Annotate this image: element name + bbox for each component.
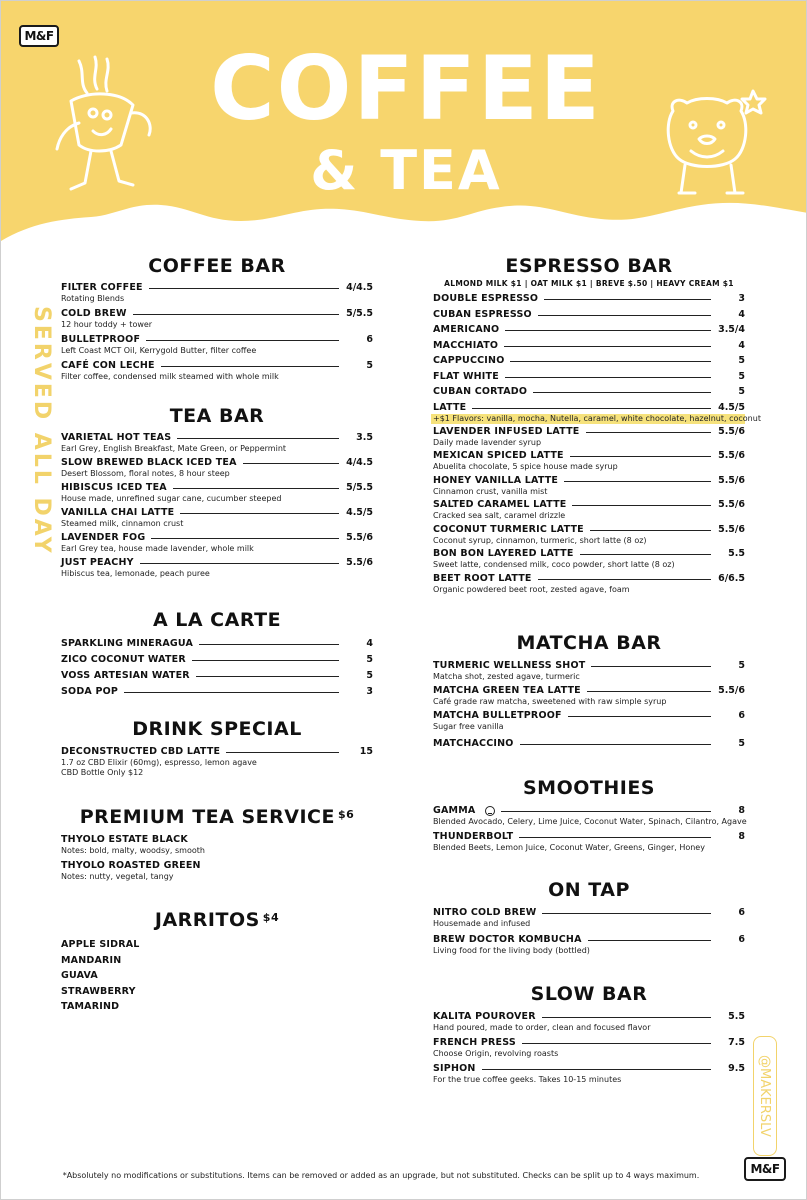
item-name: SLOW BREWED BLACK ICED TEA <box>61 457 237 468</box>
item-description: Blended Beets, Lemon Juice, Coconut Water, Greens, Ginger, Honey <box>433 843 705 852</box>
item-description: Rotating Blends <box>61 294 125 303</box>
item-name: MATCHACCINO <box>433 738 514 749</box>
item-price: 6/6.5 <box>718 572 745 584</box>
item-description: Hand poured, made to order, clean and focused flavor <box>433 1023 651 1032</box>
menu-item <box>433 933 745 956</box>
item-name: SPARKLING MINERAGUA <box>61 638 194 649</box>
item-description: Cracked sea salt, caramel drizzle <box>433 511 566 520</box>
item-description: Blended Avocado, Celery, Lime Juice, Coconut Water, Spinach, Cilantro, Agave <box>433 817 747 826</box>
item-name: VOSS ARTESIAN WATER <box>61 670 190 681</box>
menu-item <box>61 745 373 778</box>
item-name: SALTED CARAMEL LATTE <box>433 499 567 510</box>
item-name: FRENCH PRESS <box>433 1037 516 1048</box>
section-title: MATCHA BAR <box>516 632 662 654</box>
section-premium-tea <box>61 805 373 882</box>
item-price: 5.5 <box>728 1011 745 1022</box>
item-description: Housemade and infused <box>433 919 531 928</box>
menu-item <box>61 556 373 579</box>
item-price: 5 <box>366 670 373 681</box>
menu-item <box>433 1010 745 1033</box>
item-name: MATCHA GREEN TEA LATTE <box>433 685 581 696</box>
section-title: COFFEE BAR <box>148 255 286 277</box>
item-price: 5 <box>366 360 373 371</box>
menu-item <box>433 523 745 546</box>
item-price: 5 <box>738 355 745 366</box>
section-title-text: PREMIUM TEA SERVICE <box>79 806 335 828</box>
item-description: Matcha shot, zested agave, turmeric <box>433 672 580 681</box>
item-name: TURMERIC WELLNESS SHOT <box>433 660 586 671</box>
item-description: House made, unrefined sugar cane, cucumber steeped <box>61 494 282 503</box>
title-coffee: COFFEE <box>210 37 602 140</box>
leader-line <box>538 579 711 580</box>
item-name: GAMMA <box>433 805 476 816</box>
item-description: Choose Origin, revolving roasts <box>433 1049 559 1058</box>
section-title: SMOOTHIES <box>523 777 655 799</box>
leader-line <box>133 314 339 315</box>
menu-item <box>61 685 373 698</box>
item-name: ZICO COCONUT WATER <box>61 654 186 665</box>
section-title: DRINK SPECIAL <box>132 718 302 740</box>
leader-line <box>586 432 711 433</box>
leader-line <box>519 837 711 838</box>
item-price: 5.5/6 <box>718 425 745 437</box>
menu-item <box>433 572 745 595</box>
menu-item <box>61 506 373 529</box>
item-price: 8 <box>738 805 745 816</box>
item-name: COLD BREW <box>61 308 127 319</box>
list-item: GUAVA <box>61 970 98 981</box>
item-price: 9.5 <box>728 1063 745 1074</box>
leader-line <box>564 481 711 482</box>
menu-item <box>61 333 373 356</box>
leader-line <box>505 330 711 331</box>
leader-line <box>161 366 339 367</box>
item-description-extra: CBD Bottle Only $12 <box>61 768 144 777</box>
leader-line <box>587 691 711 692</box>
item-description: Living food for the living body (bottled) <box>433 946 590 955</box>
menu-item <box>433 474 745 497</box>
item-name: VANILLA CHAI LATTE <box>61 507 175 518</box>
item-description: Abuelita chocolate, 5 spice house made syrup <box>433 462 618 471</box>
section-title-price: $4 <box>262 911 280 924</box>
item-price: 6 <box>738 710 745 721</box>
item-description: Notes: bold, malty, woodsy, smooth <box>61 846 205 855</box>
menu-item <box>61 359 373 382</box>
section-title <box>61 805 373 829</box>
item-name: HIBISCUS ICED TEA <box>61 482 167 493</box>
item-price: 3 <box>366 686 373 697</box>
item-description: Organic powdered beet root, zested agave, foam <box>433 584 630 594</box>
item-price: 4.5/5 <box>346 507 373 518</box>
section-espresso-bar <box>433 254 761 595</box>
item-description: Left Coast MCT Oil, Kerrygold Butter, filter coffee <box>61 346 257 355</box>
menu-item <box>433 1062 745 1085</box>
menu-item <box>433 684 745 707</box>
menu-item <box>61 456 373 479</box>
item-name: LATTE <box>433 401 467 413</box>
leader-line <box>590 530 711 531</box>
leader-line <box>505 377 711 378</box>
section-title <box>61 908 373 932</box>
item-price: 5.5/6 <box>718 685 745 696</box>
item-name: MATCHA BULLETPROOF <box>433 710 562 721</box>
bowl-icon <box>485 806 495 816</box>
leader-line <box>570 456 711 457</box>
item-name: JUST PEACHY <box>61 557 134 568</box>
list-item: STRAWBERRY <box>61 985 136 997</box>
menu-item <box>433 339 745 352</box>
social-handle: @MAKERSLV <box>753 1036 777 1156</box>
item-description: Hibiscus tea, lemonade, peach puree <box>61 569 210 578</box>
leader-line <box>199 644 339 645</box>
section-title: ON TAP <box>548 879 630 901</box>
item-description: Coconut syrup, cinnamon, turmeric, short latte (8 oz) <box>433 535 647 545</box>
item-price: 5.5/6 <box>718 474 745 486</box>
item-name: BREW DOCTOR KOMBUCHA <box>433 934 582 945</box>
leader-line <box>140 563 339 564</box>
item-name: THYOLO ROASTED GREEN <box>61 860 201 871</box>
item-price: 5.5/6 <box>718 450 745 461</box>
brand-logo: M&F <box>19 25 59 47</box>
item-name: CAFÉ CON LECHE <box>61 360 155 371</box>
leader-line <box>180 513 339 514</box>
leader-line <box>522 1043 711 1044</box>
menu-item <box>61 307 373 330</box>
item-name: DOUBLE ESPRESSO <box>433 293 539 304</box>
leader-line <box>504 346 711 347</box>
item-price: 5/5.5 <box>346 482 373 493</box>
leader-line <box>520 744 711 745</box>
menu-item <box>433 737 745 750</box>
item-price: 3 <box>738 293 745 304</box>
section-title: TEA BAR <box>169 405 265 427</box>
menu-item <box>433 354 745 367</box>
section-title: SLOW BAR <box>530 983 648 1005</box>
item-name: NITRO COLD BREW <box>433 907 537 918</box>
item-description: Café grade raw matcha, sweetened with raw simple syrup <box>433 697 667 706</box>
section-subtitle: ALMOND MILK $1 | OAT MILK $1 | BREVE $.50 | HEAVY CREAM $1 <box>444 279 734 288</box>
item-name: BON BON LAYERED LATTE <box>433 548 574 559</box>
item-description: Sweet latte, condensed milk, coco powder, short latte (8 oz) <box>433 560 675 569</box>
leader-line <box>192 660 339 661</box>
item-description: 12 hour toddy + tower <box>61 320 153 329</box>
leader-line <box>533 392 711 393</box>
item-price: 5.5/6 <box>718 523 745 535</box>
item-price: 4 <box>366 638 373 649</box>
item-name: LAVENDER FOG <box>61 532 146 543</box>
menu-item <box>433 659 745 682</box>
item-price: 4 <box>738 308 745 320</box>
menu-item <box>433 709 745 732</box>
item-name: FLAT WHITE <box>433 370 499 382</box>
leader-line <box>482 1069 711 1070</box>
item-price: 15 <box>359 746 373 757</box>
menu-item <box>433 906 745 929</box>
menu-item <box>61 669 373 682</box>
item-price: 3.5/4 <box>718 324 745 335</box>
menu-item <box>61 281 373 304</box>
list-item: TAMARIND <box>61 1001 120 1012</box>
brand-logo-footer: M&F <box>744 1157 786 1181</box>
item-name: LAVENDER INFUSED LATTE <box>433 425 580 437</box>
menu-item <box>433 323 745 336</box>
item-name: CAPPUCCINO <box>433 355 505 366</box>
menu-item <box>61 637 373 650</box>
menu-item <box>433 547 745 570</box>
section-title-price: $6 <box>337 808 355 821</box>
item-price: 5.5/6 <box>346 532 373 543</box>
menu-item <box>433 804 745 827</box>
item-price: 4.5/5 <box>718 401 745 413</box>
menu-item <box>61 833 373 856</box>
item-price: 6 <box>738 907 745 918</box>
item-name: VARIETAL HOT TEAS <box>61 432 172 443</box>
item-price: 5 <box>738 660 745 671</box>
item-description: Daily made lavender syrup <box>433 437 542 447</box>
item-name: COCONUT TURMERIC LATTE <box>433 523 584 535</box>
item-price: 5.5 <box>728 548 745 559</box>
leader-line <box>151 538 339 539</box>
item-description: For the true coffee geeks. Takes 10-15 minutes <box>433 1075 622 1084</box>
item-price: 6 <box>738 934 745 945</box>
item-price: 6 <box>366 334 373 345</box>
section-title: ESPRESSO BAR <box>505 255 673 277</box>
menu-item <box>433 370 745 383</box>
menu-item <box>61 859 373 882</box>
item-price: 7.5 <box>728 1037 745 1048</box>
item-name: BULLETPROOF <box>61 334 141 345</box>
menu-item <box>433 401 761 424</box>
item-name: MACCHIATO <box>433 339 499 351</box>
item-name: CUBAN ESPRESSO <box>433 308 532 320</box>
section-smoothies <box>433 776 745 853</box>
leader-line <box>177 438 339 439</box>
item-description-highlighted: +$1 Flavors: vanilla, mocha, Nutella, caramel, white chocolate, hazelnut, coconut <box>433 413 761 423</box>
leader-line <box>591 666 711 667</box>
section-slow-bar <box>433 982 745 1085</box>
menu-item <box>433 308 745 321</box>
item-name: CUBAN CORTADO <box>433 386 528 397</box>
item-price: 8 <box>738 831 745 842</box>
leader-line <box>472 408 711 409</box>
menu-item <box>433 498 745 521</box>
served-all-day-label: SERVED ALL DAY <box>29 306 54 556</box>
coffee-cup-mascot-icon <box>49 53 164 203</box>
item-name: SODA POP <box>61 686 119 697</box>
item-price: 3.5 <box>356 432 373 443</box>
item-name: AMERICANO <box>433 324 500 335</box>
list-item: MANDARIN <box>61 954 122 966</box>
item-price: 5 <box>366 654 373 665</box>
leader-line <box>568 716 711 717</box>
leader-line <box>542 913 711 914</box>
menu-item <box>61 431 373 454</box>
item-name: HONEY VANILLA LATTE <box>433 474 559 486</box>
item-name: THUNDERBOLT <box>433 831 514 842</box>
section-tea-bar <box>61 404 373 579</box>
section-on-tap <box>433 878 745 956</box>
item-name: BEET ROOT LATTE <box>433 572 532 584</box>
leader-line <box>173 488 339 489</box>
item-description: Cinnamon crust, vanilla mist <box>433 486 548 496</box>
item-price: 4/4.5 <box>346 282 373 293</box>
item-name: MEXICAN SPICED LATTE <box>433 450 564 461</box>
item-description: 1.7 oz CBD Elixir (60mg), espresso, lemon agave <box>61 758 257 767</box>
leader-line <box>538 315 711 316</box>
item-price: 5.5/6 <box>346 557 373 568</box>
leader-line <box>243 463 339 464</box>
item-name: KALITA POUROVER <box>433 1011 536 1022</box>
leader-line <box>196 676 339 677</box>
item-price: 5/5.5 <box>346 308 373 319</box>
leader-line <box>572 505 711 506</box>
leader-line <box>588 940 711 941</box>
leader-line <box>510 361 711 362</box>
item-name: SIPHON <box>433 1063 476 1074</box>
bulldog-mascot-icon <box>651 83 781 203</box>
footer-note: *Absolutely no modifications or substitutions. Items can be removed or added as an upgrade, but not substituted. Checks can be split up to 4 ways maximum. <box>62 1171 700 1180</box>
leader-line <box>542 1017 711 1018</box>
item-description: Desert Blossom, floral notes, 8 hour steep <box>61 469 230 478</box>
leader-line <box>226 752 339 753</box>
list-item: APPLE SIDRAL <box>61 939 140 950</box>
title-tea: & TEA <box>310 139 502 202</box>
item-price: 5 <box>738 738 745 749</box>
section-title-text: JARRITOS <box>154 909 260 931</box>
item-name: FILTER COFFEE <box>61 282 143 293</box>
menu-item <box>61 653 373 666</box>
item-description: Sugar free vanilla <box>433 722 504 731</box>
leader-line <box>501 811 711 812</box>
menu-item <box>433 449 745 472</box>
item-name: DECONSTRUCTED CBD LATTE <box>61 746 221 757</box>
section-matcha-bar <box>433 631 745 750</box>
menu-item <box>433 1036 745 1059</box>
section-drink-special <box>61 717 373 778</box>
menu-item <box>61 481 373 504</box>
menu-item <box>433 385 745 398</box>
section-coffee-bar <box>61 254 373 382</box>
item-price: 4/4.5 <box>346 457 373 468</box>
menu-item <box>433 425 745 448</box>
item-description: Notes: nutty, vegetal, tangy <box>61 872 174 881</box>
leader-line <box>124 692 339 693</box>
item-description: Filter coffee, condensed milk steamed with whole milk <box>61 372 279 381</box>
item-description: Earl Grey tea, house made lavender, whole milk <box>61 544 254 553</box>
section-title: A LA CARTE <box>152 609 282 631</box>
leader-line <box>544 299 711 300</box>
leader-line <box>146 340 339 341</box>
item-name: THYOLO ESTATE BLACK <box>61 834 188 845</box>
item-price: 4 <box>738 339 745 351</box>
menu-item <box>433 292 745 305</box>
item-description: Earl Grey, English Breakfast, Mate Green, or Peppermint <box>61 444 287 453</box>
menu-item <box>61 531 373 554</box>
menu-item <box>433 830 745 853</box>
leader-line <box>580 554 711 555</box>
item-price: 5 <box>738 370 745 382</box>
leader-line <box>149 288 339 289</box>
section-jarritos <box>61 908 373 1015</box>
item-price: 5 <box>738 386 745 397</box>
item-price: 5.5/6 <box>718 499 745 510</box>
item-description: Steamed milk, cinnamon crust <box>61 519 184 528</box>
section-a-la-carte <box>61 608 373 698</box>
